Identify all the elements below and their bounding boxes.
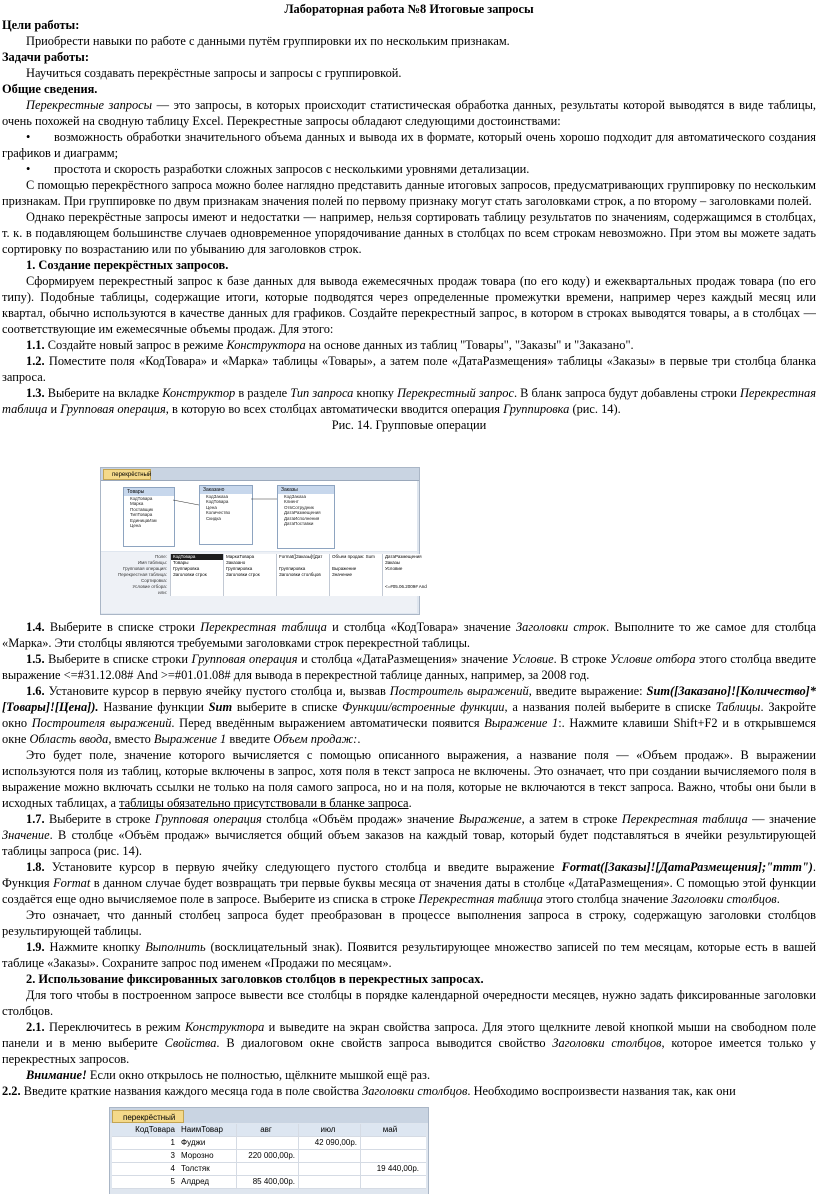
table-field: Цена xyxy=(130,523,141,529)
table-field: Клиент xyxy=(284,499,299,505)
figure-14-query-designer xyxy=(100,467,427,615)
step-1-4: 1.4. Выберите в списке строки Перекрестная таблица и столбца «КодТовара» значение Заголовки строк. Выполните то же самое для столбца «Марка». Эти столбцы являются требуемыми заголовками строк перекрестной таблицы. xyxy=(2,620,816,650)
table-cell[interactable] xyxy=(236,1163,298,1175)
column-header[interactable]: НаимТовар xyxy=(181,1125,223,1134)
text-block-bottom xyxy=(2,619,816,1099)
table-field: ДатаПоставки xyxy=(284,521,314,527)
goals-heading: Цели работы: xyxy=(2,18,80,32)
column-header[interactable]: июл xyxy=(298,1124,360,1136)
step-1-9: 1.9. Нажмите кнопку Выполнить (восклицательный знак). Появится результирующее множество записей по тем месяцам, которые есть в вашей таблице «Заказы». Сохраните запрос под именем «Продажи по месяцам». xyxy=(2,940,816,970)
section1-paragraph-1: Сформируем перекрестный запрос к базе данных для вывода ежемесячных продаж товара (по его коду) и ежеквартальных продаж товара (по его типу). Подобные таблицы, содержащие итоги, которые подводятся через определенные промежутки времени, например через каждый месяц или квартал, обычно используются в качестве данных для графиков. Создайте перекрестный запрос, в котором в строках выводятся товары, а в столбцах — соответствующие им ежемесячные объемы продаж. Для этого: xyxy=(2,274,816,336)
step-1-2: 1.2. Поместите поля «КодТовара» и «Марка» таблицы «Товары», а затем поле «ДатаРазмещения» таблицы «Заказы» в первые три столбца бланка запроса. xyxy=(2,354,816,384)
table-cell[interactable]: 220 000,00р. xyxy=(236,1150,298,1162)
goals-text: Приобрести навыки по работе с данными путём группировки их по нескольким признакам. xyxy=(26,34,510,48)
relationship-lines xyxy=(101,481,417,551)
grid-cell[interactable]: Format([Заказы]![Дат xyxy=(276,554,329,560)
datasheet-header-row xyxy=(112,1124,426,1137)
grid-row-label: или: xyxy=(158,590,167,595)
grid-cell[interactable]: Заголовки столбцов xyxy=(276,572,329,578)
step-2-1: 2.1. Переключитесь в режим Конструктора и выведите на экран свойства запроса. Для этого щелкните левой кнопкой мыши на свободном поле панели и в меню выберите Свойства. В диалоговом окне свойств запроса выводится свойство Заголовки столбцов, которое имеется только у перекрестных запросов. xyxy=(2,1020,816,1066)
table-cell[interactable]: 1 xyxy=(170,1138,175,1147)
column-header[interactable]: авг xyxy=(236,1124,298,1136)
table-cell[interactable]: 4 xyxy=(170,1164,175,1173)
table-cell[interactable]: Морозно xyxy=(181,1151,214,1160)
general-paragraph-1: Перекрестные запросы — это запросы, в которых происходит статистическая обработка данных, результаты которой выводятся в виде таблицы, очень похожей на сводную таблицу Excel. Перекрестные запросы обладают следующими достоинствами: xyxy=(2,98,816,128)
step-1-6: 1.6. Установите курсор в первую ячейку пустого столбца и, вызвав Построитель выражений, введите выражение: Sum([Заказано]![Количество]* [Товары]![Цена]). Название функции Sum выберите в списке Функции/встроенные функции, а названия полей выберите в списке Таблицы. Закройте окно Построителя выражений. Перед введённым выражением автоматически появится Выражение 1:. Нажмите клавиши Shift+F2 и в открывшемся окне Область ввода, вместо Выражение 1 введите Объем продаж:. xyxy=(2,684,816,746)
grid-cell[interactable] xyxy=(223,590,276,596)
grid-row-label: Сортировка: xyxy=(141,578,167,583)
grid-cell[interactable]: Группировка xyxy=(223,566,276,572)
step-1-5: 1.5. Выберите в списке строки Групповая операция и столбца «ДатаРазмещения» значение Условие. В строке Условие отбора этого столбца введите выражение <=#31.12.08# And >=#01.01.08# для вывода в перекрестной таблице данных, например, за 2008 год. xyxy=(2,652,816,682)
bullet-icon: • xyxy=(26,162,31,176)
grid-row-label: Условие отбора: xyxy=(132,584,167,589)
table-cell[interactable] xyxy=(298,1150,360,1162)
grid-cell[interactable]: Заголовки строк xyxy=(170,572,223,578)
grid-row-label: Групповая операция: xyxy=(122,566,167,571)
table-field: ОтвСотрудник xyxy=(284,504,314,510)
grid-cell[interactable]: КодТовара xyxy=(170,554,223,560)
grid-row-label: Перекрестная таблица: xyxy=(117,572,167,577)
grid-cell[interactable] xyxy=(170,590,223,596)
table-row[interactable] xyxy=(112,1176,426,1189)
table-cell[interactable]: 5 xyxy=(170,1177,175,1186)
table-cell[interactable]: Фуджи xyxy=(181,1138,206,1147)
table-field: Скидка xyxy=(206,515,221,521)
table-cell[interactable] xyxy=(360,1150,422,1162)
grid-cell[interactable]: Значение xyxy=(329,572,382,578)
table-field: КодТовара xyxy=(130,496,153,501)
general-paragraph-2: С помощью перекрёстного запроса можно более наглядно представить данные итоговых запросов, предусматривающих группировку по нескольким признакам. При группировке по двум признакам значения полей по первому признаку могут стать заголовками строк, а по второму – заголовками полей. xyxy=(2,178,816,208)
figure-14-caption: Рис. 14. Групповые операции xyxy=(331,418,487,432)
general-paragraph-3: Однако перекрёстные запросы имеют и недостатки — например, нельзя сортировать таблицу результатов по значениям, содержащимся в столбцах, т. к. в подавляющем большинстве случаев одновременное упорядочивание данных в столбцах по всем строкам невозможно. При этом вы можете задать сортировку по возрастанию или по убыванию для заголовков строк. xyxy=(2,210,816,256)
table-row[interactable] xyxy=(112,1150,426,1163)
step-1-7: 1.7. Выберите в строке Групповая операция столбца «Объём продаж» значение Выражение, а затем в строке Перекрестная таблица — значение Значение. В столбце «Объём продаж» вычисляется общий объем заказов на каждый товар, который будет подставляться в ячейки результирующей таблицы запроса (рис. 14). xyxy=(2,812,816,858)
table-title: Товары xyxy=(124,488,174,496)
bullet-item: • простота и скорость разработки сложных запросов с несколькими уровнями детализации. xyxy=(26,162,530,176)
table-cell[interactable]: Толстяк xyxy=(181,1164,210,1173)
grid-cell[interactable] xyxy=(276,590,329,596)
general-heading: Общие сведения. xyxy=(2,82,98,96)
table-field: Марка xyxy=(130,501,144,507)
tasks-text: Научиться создавать перекрёстные запросы и запросы с группировкой. xyxy=(26,66,402,80)
table-row[interactable] xyxy=(112,1137,426,1150)
table-title: Заказы xyxy=(278,486,334,494)
grid-cell[interactable]: Заголовки строк xyxy=(223,572,276,578)
table-field: ЕдиницаИзм xyxy=(130,517,157,523)
column-header[interactable]: май xyxy=(360,1124,422,1136)
grid-cell[interactable]: Объем продаж: Sum xyxy=(329,554,382,560)
tables-pane xyxy=(101,481,417,551)
designer-tab-bar xyxy=(101,468,419,481)
table-cell[interactable]: 42 090,00р. xyxy=(298,1137,360,1149)
table-row[interactable] xyxy=(112,1163,426,1176)
step-1-8: 1.8. Установите курсор в первую ячейку следующего пустого столбца и введите выражение Format([Заказы]![ДатаРазмещения];"mmm"). Функция Format в данном случае будет возвращать три первые буквы месяца от значения даты в столбце «ДатаРазмещения». С помощью этой функции создаётся еще одно вычисляемое поле в запросе. Выберите из списка в строке Перекрестная таблица этого столбца значение Заголовки столбцов. xyxy=(2,860,816,906)
text-block-top xyxy=(2,1,816,433)
table-cell[interactable] xyxy=(360,1176,422,1188)
table-field: КодЗаказа xyxy=(284,494,306,499)
step-2-2: 2.2. Введите краткие названия каждого месяца года в поле свойства Заголовки столбцов. Необходимо воспроизвести названия так, как они xyxy=(2,1084,736,1098)
grid-cell[interactable]: МаркаТовара xyxy=(223,554,276,560)
query-tab[interactable]: перекрёстный xyxy=(103,469,151,480)
table-cell[interactable] xyxy=(298,1163,360,1175)
grid-cell[interactable]: <=#05.06.2009# And xyxy=(382,584,435,590)
grid-cell[interactable]: Заказы xyxy=(382,560,435,566)
result-datasheet xyxy=(109,1107,429,1194)
table-cell[interactable]: Алдред xyxy=(181,1177,210,1186)
grid-row-label: Поле: xyxy=(154,554,167,559)
bullet-item: • возможность обработки значительного объема данных и вывода их в формате, который очень хорошо подходит для автоматического создания графиков и диаграмм; xyxy=(2,130,816,160)
grid-cell[interactable]: Группировка xyxy=(170,566,223,572)
grid-cell[interactable]: Группировка xyxy=(276,566,329,572)
section2-paragraph-1: Для того чтобы в построенном запросе вывести все столбцы в порядке календарной очередности месяцев, нужно задать фиксированные заголовки столбцов. xyxy=(2,988,816,1018)
table-field: ДатаРазмещения xyxy=(284,510,321,516)
tasks-heading: Задачи работы: xyxy=(2,50,89,64)
table-field: Поставщик xyxy=(130,506,154,512)
grid-cell[interactable]: ДатаРазмещения xyxy=(382,554,435,560)
grid-row xyxy=(101,590,435,596)
section1-heading: 1. Создание перекрёстных запросов. xyxy=(26,258,229,272)
table-cell[interactable] xyxy=(360,1137,422,1149)
table-cell[interactable] xyxy=(298,1176,360,1188)
grid-cell[interactable] xyxy=(382,590,435,596)
step-1-1: 1.1. Создайте новый запрос в режиме Конструктора на основе данных из таблиц "Товары", "Заказы" и "Заказано". xyxy=(26,338,634,352)
table-cell[interactable]: 85 400,00р. xyxy=(236,1176,298,1188)
table-cell[interactable]: 3 xyxy=(170,1151,175,1160)
section1-paragraph-2: Это будет поле, значение которого вычисляется с помощью описанного выражения, а название поля — «Объем продаж». В выражении используются поля из таблиц, которые включены в запрос, хотя поля в текст запроса не включены. Это означает, что при создании вычисляемого поля в выражение можно включать ссылки не только на поля самого запроса, но и на поля, которые не включаются в текст запроса. Важно, чтобы они были в исходных таблицах, а таблицы обязательно присутствовали в бланке запроса. xyxy=(2,748,816,810)
grid-cell[interactable]: Товары xyxy=(170,560,223,566)
table-cell[interactable]: 19 440,00р. xyxy=(360,1163,422,1175)
table-title: Заказано xyxy=(200,486,252,494)
grid-cell[interactable]: Выражение xyxy=(329,566,382,572)
grid-cell[interactable] xyxy=(329,590,382,596)
grid-cell[interactable]: Заказано xyxy=(223,560,276,566)
column-header[interactable]: КодТовара xyxy=(135,1125,175,1134)
attention-note: Внимание! Если окно открылось не полностью, щёлкните мышкой ещё раз. xyxy=(26,1068,431,1082)
table-field: ДатаИсполнения xyxy=(284,515,320,521)
table-field: КодТовара xyxy=(206,499,229,505)
table-field: ТипТовара xyxy=(130,512,153,518)
page-title: Лабораторная работа №8 Итоговые запросы xyxy=(284,2,534,16)
section1-paragraph-3: Это означает, что данный столбец запроса будет преобразован в процессе выполнения запроса в строку, содержащую заголовки столбцов результирующей таблицы. xyxy=(2,908,816,938)
datasheet-tab-bar xyxy=(110,1108,428,1123)
table-field: Цена xyxy=(206,504,217,510)
query-grid xyxy=(101,554,435,596)
table-field: КодЗаказа xyxy=(206,494,228,499)
grid-row-label: Имя таблицы: xyxy=(137,560,167,565)
step-1-3: 1.3. Выберите на вкладке Конструктор в разделе Тип запроса кнопку Перекрестный запрос. В бланк запроса будут добавлены строки Перекрестная таблица и Групповая операция, в которую во всех столбцах автоматически вводится операция Группировка (рис. 14). xyxy=(2,386,816,416)
datasheet-grid xyxy=(112,1124,426,1189)
result-tab[interactable]: перекрёстный xyxy=(112,1110,184,1123)
table-cell[interactable] xyxy=(236,1137,298,1149)
query-grid-pane xyxy=(101,552,427,613)
bullet-icon: • xyxy=(26,130,31,144)
section2-heading: 2. Использование фиксированных заголовков столбцов в перекрестных запросах. xyxy=(26,972,484,986)
table-field: Количество xyxy=(206,510,231,516)
grid-cell[interactable]: Условие xyxy=(382,566,435,572)
